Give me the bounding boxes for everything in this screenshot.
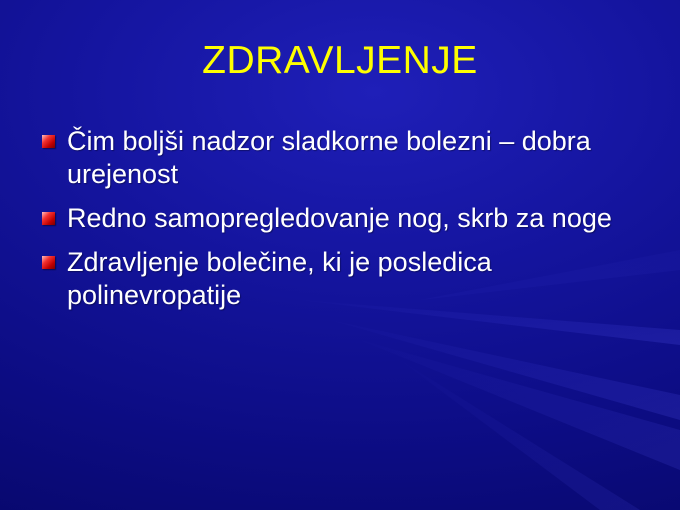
red-square-bullet-icon [42, 256, 55, 269]
bullet-list [40, 125, 640, 323]
red-square-bullet-icon [42, 135, 55, 148]
bullet-text: Redno samopregledovanje nog, skrb za noge [67, 203, 612, 233]
red-square-bullet-icon [42, 212, 55, 225]
bullet-text: Čim boljši nadzor sladkorne bolezni – dobra urejenost [67, 126, 591, 189]
bullet-item [40, 202, 640, 235]
bullet-item [40, 125, 640, 191]
slide-title: ZDRAVLJENJE [202, 39, 478, 82]
bullet-item [40, 246, 640, 312]
bullet-text: Zdravljenje bolečine, ki je posledica polinevropatije [67, 247, 492, 310]
